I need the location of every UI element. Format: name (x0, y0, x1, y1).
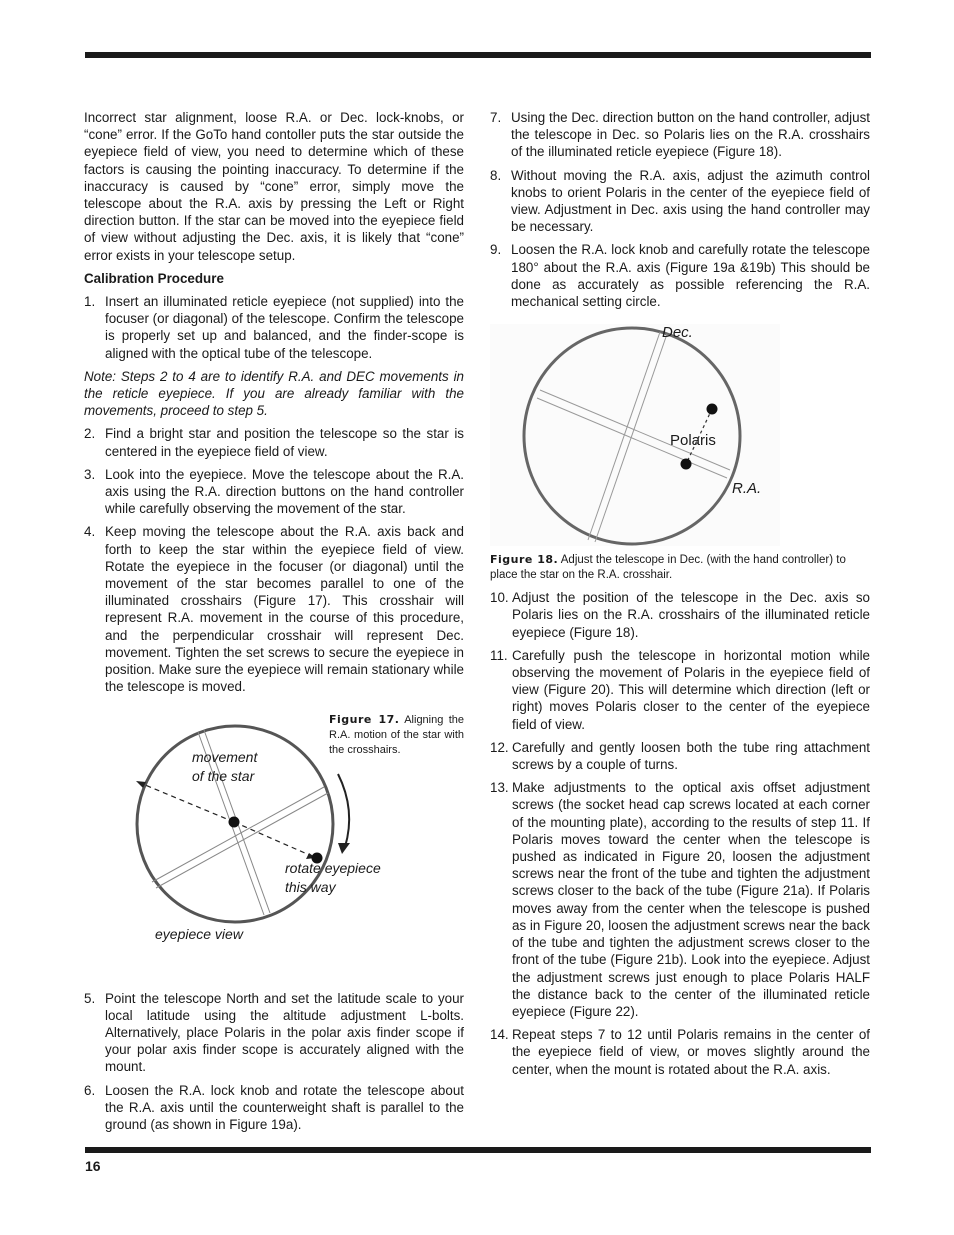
step-text: Without moving the R.A. axis, adjust the azimuth control knobs to orient Polaris in the center of the eyepiece field of view. Adjustment in Dec. axis using the hand controller may be necessary. (511, 167, 870, 235)
step-number: 4. (84, 524, 96, 540)
figure-label: Figure 17. (329, 712, 400, 726)
star-path-line (138, 782, 234, 822)
calibration-heading: Calibration Procedure (84, 270, 224, 286)
polaris-dot (681, 459, 692, 470)
step-text: Repeat steps 7 to 12 until Polaris remains in the center of the eyepiece field of view, or moves slightly around the center, when the mount is rotated about the R.A. axis. (512, 1027, 870, 1077)
rotate-arrow (338, 774, 349, 847)
list-item (84, 990, 464, 1076)
step-text: Using the Dec. direction button on the hand controller, adjust the telescope in Dec. so Polaris lies on the R.A. crosshairs of the illuminated reticle eyepiece (Figure 18). (511, 110, 870, 160)
step-number: 14. (490, 1027, 509, 1043)
step-text: Carefully and gently loosen both the tube ring attachment screws by a couple of turns. (512, 739, 870, 773)
step-number: 3. (84, 466, 96, 482)
step-text: Find a bright star and position the telescope so the star is centered in the eyepiece field of view. (105, 426, 464, 459)
list-item (490, 589, 870, 641)
step-number: 12. (490, 739, 509, 755)
intro-paragraph: Incorrect star alignment, loose R.A. or Dec. lock-knobs, or “cone” error. If the GoTo hand contoller puts the star outside the eyepiece field of view, you need to determine which of these factors is causing the pointing inaccuracy. To determine if the inaccuracy is caused by “cone” error, simply move the telescope about the R.A. axis by pressing the Left or Right direction button. If the star can be moved into the eyepiece field of view without adjusting the Dec. axis, it is likely that “cone” error exists in your telescope setup. (84, 110, 464, 263)
list-item (490, 167, 870, 236)
list-item (490, 109, 870, 161)
dec-label: Dec. (662, 324, 693, 342)
step-text: Insert an illuminated reticle eyepiece (not supplied) into the focuser (or diagonal) of the telescope. Confirm the telescope is properly set up and balanced, and the finder-scope is aligned with the optical tube of the telescope. (105, 294, 464, 361)
figure-18-caption (490, 552, 870, 583)
rotate-label: rotate eyepiece (285, 859, 381, 876)
star-dot (229, 816, 240, 827)
list-item (84, 523, 464, 695)
step-number: 7. (490, 110, 502, 125)
ra-label: R.A. (732, 480, 762, 498)
figure-background (490, 324, 780, 546)
rotate-label: this way (285, 878, 336, 895)
caption-text: Aligning the R.A. motion of the star with the crosshairs. (329, 713, 464, 756)
polaris-label: Polaris (670, 432, 716, 450)
step-number: 5. (84, 990, 96, 1006)
figure-17 (84, 712, 464, 974)
list-item (490, 1026, 870, 1078)
list-item (490, 739, 870, 773)
list-item (84, 425, 464, 459)
note-paragraph: Note: Steps 2 to 4 are to identify R.A. and DEC movements in the reticle eyepiece. If you are already familiar with the movements, proceed to step 5. (84, 368, 464, 419)
list-item (490, 241, 870, 310)
caption-text: Adjust the telescope in Dec. (with the hand controller) to place the star on the R.A. crosshair. (490, 554, 846, 582)
step-number: 2. (84, 426, 96, 442)
step-text: Adjust the position of the telescope in the Dec. axis so Polaris lies on the R.A. crosshairs of the illuminated reticle eyepiece (Figure 18). (512, 590, 870, 640)
step-text: Look into the eyepiece. Move the telescope about the R.A. axis using the R.A. direction buttons on the hand controller while carefully observing the movement of the star. (105, 466, 464, 517)
figure-17-caption (329, 712, 464, 758)
list-item (84, 1082, 464, 1134)
step-number: 10. (490, 590, 509, 606)
top-rule (85, 52, 871, 58)
step-number: 6. (84, 1082, 96, 1098)
step-text: Loosen the R.A. lock knob and carefully rotate the telescope 180° about the R.A. axis (Figure 19a &19b) This should be done as accurately as possible referencing the R.A. mechanical setting circle. (511, 242, 870, 310)
arrowhead-icon (338, 843, 350, 854)
figure-label: Figure 18. (490, 553, 559, 567)
star-dot (707, 404, 718, 415)
movement-label: movement (192, 748, 258, 765)
step-number: 1. (84, 294, 96, 310)
step-number: 9. (490, 242, 502, 258)
step-text: Make adjustments to the optical axis offset adjustment screws (the socket head cap screws located at each corner of the mounting plate), according to the results of step 11. If Polaris moves toward the center when the telescope is pushed as indicated in Figure 20, loosen the adjustment screws near the front of the tube and tighten the adjustment screws closer to the back of the tube (Figure 21a). If Polaris moves away from the center when the telescope is pushed as in Figure 20, loosen the adjustment screws near the back of the tube and tighten the adjustment screws closer to the front of the tube (Figure 21b). Look into the eyepiece. Adjust the adjustment screws just enough to place Polaris HALF the distance back to the center of the illuminated reticle eyepiece (Figure 22). (512, 780, 870, 1019)
star-path-line (234, 822, 314, 857)
list-item (84, 293, 464, 362)
eyepiece-view-label: eyepiece view (155, 925, 243, 942)
movement-label: of the star (192, 767, 255, 784)
figure-18 (490, 324, 870, 546)
step-number: 13. (490, 780, 509, 796)
right-column (490, 109, 870, 1084)
page-number: 16 (85, 1158, 101, 1174)
step-text: Keep moving the telescope about the R.A. axis back and forth to keep the star within the eyepiece field of view. Rotate the eyepiece in the focuser (or diagonal) until the movement of the star becomes parallel to one of the illuminated crosshairs (Figure 17). This crosshair will represent R.A. movement in the course of this procedure, and the perpendicular crosshair will represent Dec. movement. Tighten the set screws to secure the eyepiece in position. Make sure the eyepiece will remain stationary while the telescope is moved. (105, 524, 464, 695)
polaris-reticle-diagram (490, 324, 780, 546)
step-number: 8. (490, 167, 502, 183)
step-number: 11. (490, 647, 508, 663)
list-item (84, 466, 464, 518)
list-item (490, 647, 870, 733)
step-text: Loosen the R.A. lock knob and rotate the telescope about the R.A. axis until the counterweight shaft is parallel to the ground (as shown in Figure 19a). (105, 1082, 464, 1132)
bottom-rule (85, 1147, 871, 1153)
left-column (84, 109, 464, 1139)
step-text: Point the telescope North and set the latitude scale to your local latitude using the altitude adjustment L-bolts. Alternatively, place Polaris in the polar axis finder scope if your polar axis finder scope is accurately aligned with the mount. (105, 990, 464, 1075)
list-item (490, 779, 870, 1020)
step-text: Carefully push the telescope in horizontal motion while observing the movement of Polaris in the eyepiece field of view (Figure 20). This will determine which direction (left or right) moves Polaris closer to the center of the eyepiece field of view. (512, 647, 870, 732)
